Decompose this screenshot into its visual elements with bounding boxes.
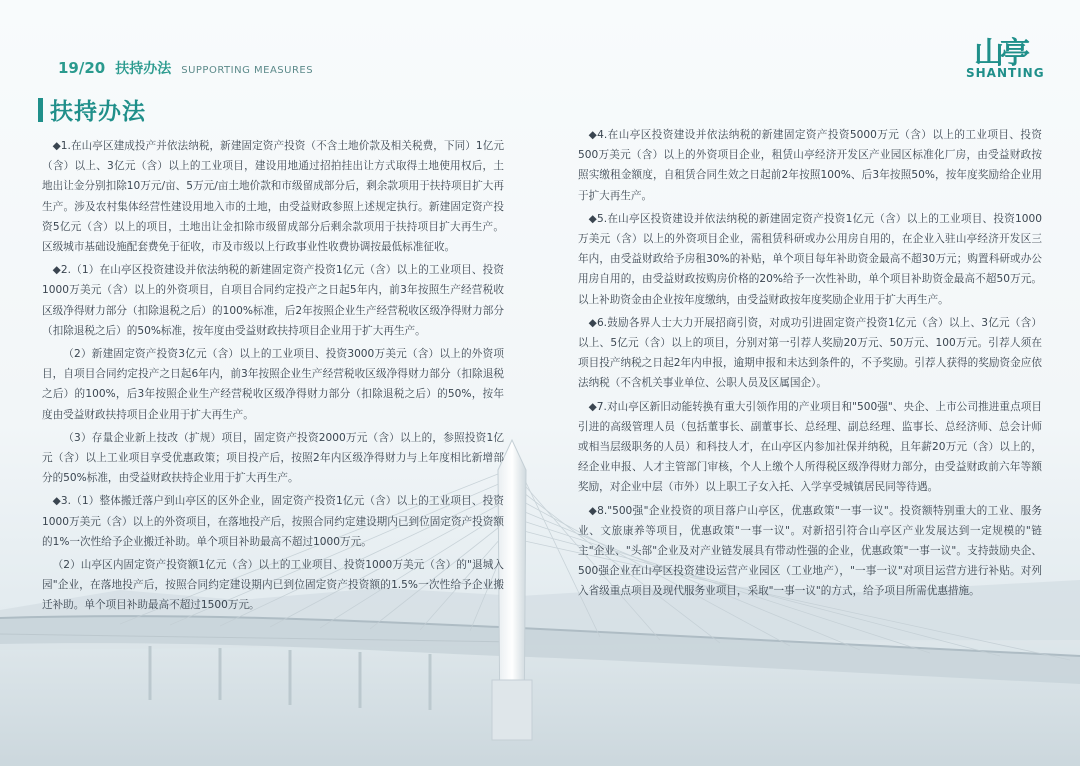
policy-paragraph: （2）山亭区内固定资产投资额1亿元（含）以上的工业项目、投资1000万美元（含）的"退城入园"企业，在落地投产后，按照合同约定建设期内已到位固定资产投资额的1.5%一次性给予企业搬迁补助。单个项目补助最高不超过1500万元。 [42, 559, 504, 612]
logo-text-en: SHANTING [966, 66, 1045, 80]
page-title-block [38, 93, 146, 126]
policy-paragraph: ◆5.在山亭区投资建设并依法纳税的新建固定资产投资1亿元（含）以上的工业项目、投资1000万美元（含）以上的外资项目企业，需租赁科研或办公用房自用的，在企业入驻山亭经济开发区三年内，由受益财政给予房租30%的补贴，单个项目每年补助资金最高不超30万元；购置科研或办公用房自用的，由受益财政按购房价格的20%给予一次性补助，单个项目补助资金最高不超50万元。以上补助资金由企业按年度缴纳，由受益财政按年度奖励企业用于扩大再生产。 [578, 212, 1042, 306]
policy-paragraph: ◆8."500强"企业投资的项目落户山亭区，优惠政策"一事一议"。投资额特别重大的工业、服务业、文旅康养等项目，优惠政策"一事一议"。对新招引符合山亭区产业发展达到一定规模的"链主"企业、"头部"企业及对产业链发展具有带动性强的企业，优惠政策"一事一议"。支持鼓励央企、500强企业在山亭区投资建设运营产业园区（工业地产），"一事一议"对项目运营方进行补贴。对列入省级重点项目及现代服务业项目，采取"一事一议"的方式，给予项目所需优惠措施。 [578, 504, 1042, 598]
logo-glyph: 山亭 [974, 36, 1026, 71]
policy-paragraph: ◆4.在山亭区投资建设并依法纳税的新建固定资产投资5000万元（含）以上的工业项目、投资500万美元（含）以上的外资项目企业，租赁山亭经济开发区产业园区标准化厂房，由受益财政按照实缴租金额度，自租赁合同生效之日起前2年按照100%、后3年按照50%，按年度奖励给企业用于扩大再生产。 [578, 129, 1042, 202]
policy-paragraph: ◆1.在山亭区建成投产并依法纳税，新建固定资产投资（不含土地价款及相关税费，下同）1亿元（含）以上、3亿元（含）以上的工业项目，建设用地通过招拍挂出让方式取得土地使用权后，土地出让金分别扣除10万元/亩、5万元/亩土地价款和市级留成部分后，剩余款项用于扶持项目扩大再生产。涉及农村集体经营性建设用地入市的土地，由受益财政参照上述规定执行。新建固定资产投资5亿元（含）以上的项目，土地出让金扣除市级留成部分后剩余款项用于扶持项目扩大再生产。区级城市基础设施配套费免于征收，市及市级以上行政事业性收费协调按最低标准征收。 [42, 140, 504, 254]
policy-paragraph: ◆2.（1）在山亭区投资建设并依法纳税的新建固定资产投资1亿元（含）以上的工业项目、投资1000万美元（含）以上的外资项目，自项目合同约定投产之日起5年内，前3年按照生产经营税收区级净得财力部分（扣除退税之后）的100%标准，后2年按照企业生产经营税收区级净得财力部分（扣除退税之后）的50%标准，按年度由受益财政扶持项目企业用于扩大再生产。 [42, 264, 504, 337]
shanting-logo [966, 30, 1044, 86]
policy-paragraph: ◆3.（1）整体搬迁落户到山亭区的区外企业，固定资产投资1亿元（含）以上的工业项目、投资1000万美元（含）以上的外资项目，在落地投产后，按照合同约定建设期内已到位固定资产投资额的1%一次性给予企业搬迁补助。单个项目补助最高不超过1000万元。 [42, 495, 504, 548]
section-title-en: SUPPORTING MEASURES [181, 65, 314, 76]
policy-paragraph: ◆7.对山亭区新旧动能转换有重大引领作用的产业项目和"500强"、央企、上市公司推进重点项目引进的高级管理人员（包括董事长、副董事长、总经理、副总经理、监事长、总经济师、总会计师或相当层级职务的人员）和科技人才，在山亭区内参加社保并纳税，且年薪20万元（含）以上的，经企业申报、人才主管部门审核，个人上缴个人所得税区级净得财力部分，由受益财政前六年等额奖励，对企业中层（市外）以上职工子女入托、入学享受城镇居民同等待遇。 [578, 400, 1042, 494]
policy-paragraph: （3）存量企业新上技改（扩规）项目，固定资产投资2000万元（含）以上的，参照投资1亿元（含）以上工业项目享受优惠政策；项目投产后，按照2年内区级净得财力与上年度相比新增部分的50%标准，由受益财政扶持企业用于扩大再生产。 [42, 431, 504, 485]
page-number: 19/20 [58, 59, 106, 77]
section-title-cn: 扶持办法 [115, 61, 172, 77]
policy-paragraph: （2）新建固定资产投资3亿元（含）以上的工业项目、投资3000万美元（含）以上的外资项目，自项目合同约定投产之日起6年内，前3年按照企业生产经营税收区级净得财力部分（扣除退税之后）的100%，后3年按照企业生产经营税收区级净得财力部分（扣除退税之后）的50%，按年度由受益财政扶持项目企业用于扩大再生产。 [42, 348, 504, 421]
right-column [578, 125, 1042, 605]
title-accent-bar [38, 98, 43, 122]
left-column [42, 136, 504, 619]
page-title: 扶持办法 [50, 99, 146, 125]
page-header [58, 58, 313, 78]
policy-paragraph: ◆6.鼓励各界人士大力开展招商引资，对成功引进固定资产投资1亿元（含）以上、3亿元（含）以上、5亿元（含）以上的项目，分别对第一引荐人奖励20万元、50万元、100万元。引荐人须在项目投产纳税之日起2年内申报，逾期申报和未达到条件的，不予奖励。引荐人获得的奖励资金应依法纳税（不含机关事业单位、公职人员及区属国企）。 [578, 316, 1042, 390]
